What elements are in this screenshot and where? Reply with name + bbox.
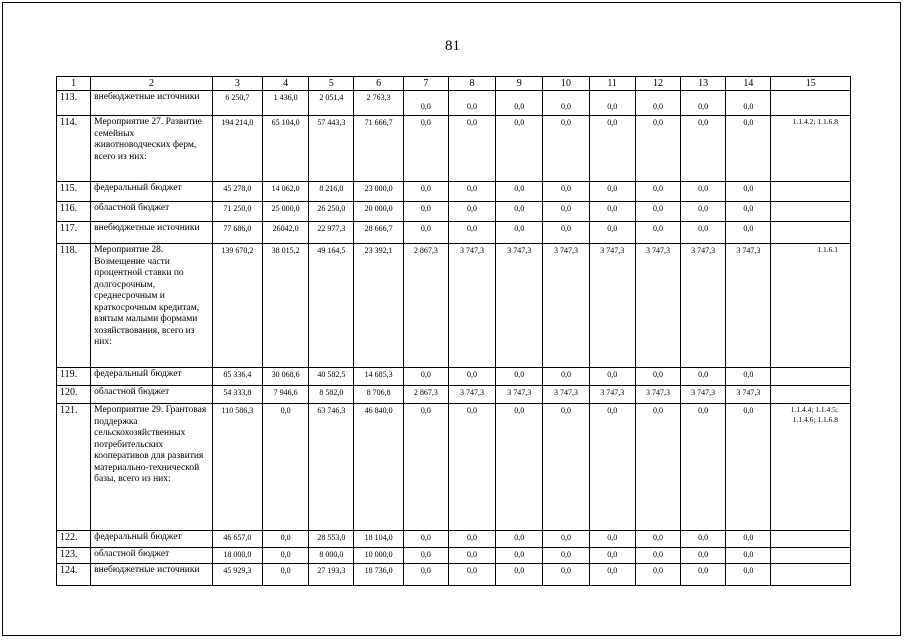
header-cell: 8: [448, 77, 495, 91]
row-name: федеральный бюджет: [91, 531, 213, 548]
value-cell: 23 000,0: [354, 182, 403, 202]
table-row: [57, 368, 851, 386]
row-name: внебюджетные источники: [91, 564, 213, 586]
header-cell: 10: [543, 77, 589, 91]
value-cell: 3 747,3: [681, 244, 726, 368]
value-cell: 14 685,3: [354, 368, 403, 386]
value-cell: 0,0: [263, 548, 309, 564]
row-number: 123.: [57, 548, 91, 564]
value-cell: 77 686,0: [212, 222, 262, 244]
value-cell: 0,0: [589, 531, 635, 548]
value-cell: 28 553,0: [309, 531, 354, 548]
row-name: областной бюджет: [91, 386, 213, 404]
value-cell: 0,0: [635, 91, 680, 116]
header-row: [57, 77, 851, 91]
table-row: [57, 182, 851, 202]
value-cell: 27 193,3: [309, 564, 354, 586]
value-cell: 0,0: [543, 202, 589, 222]
row-number: 118.: [57, 244, 91, 368]
ref-cell: 1.1.4.2; 1.1.6.8: [771, 116, 851, 182]
header-cell: 2: [91, 77, 213, 91]
value-cell: 110 586,3: [212, 404, 262, 531]
value-cell: 25 000,0: [263, 202, 309, 222]
value-cell: 26 250,0: [309, 202, 354, 222]
value-cell: 0,0: [448, 202, 495, 222]
value-cell: 0,0: [496, 202, 543, 222]
value-cell: 0,0: [448, 222, 495, 244]
ref-cell: 1.1.4.4; 1.1.4.5; 1.1.4.6; 1.1.6.8: [771, 404, 851, 531]
value-cell: 0,0: [448, 182, 495, 202]
value-cell: 0,0: [726, 564, 771, 586]
value-cell: 0,0: [403, 548, 448, 564]
value-cell: 54 333,8: [212, 386, 262, 404]
row-number: 113.: [57, 91, 91, 116]
value-cell: 0,0: [681, 404, 726, 531]
value-cell: 63 746,3: [309, 404, 354, 531]
value-cell: 45 929,3: [212, 564, 262, 586]
value-cell: 10 000,0: [354, 548, 403, 564]
value-cell: 0,0: [543, 531, 589, 548]
header-cell: 11: [589, 77, 635, 91]
value-cell: 0,0: [403, 368, 448, 386]
table-row: [57, 564, 851, 586]
value-cell: 0,0: [726, 202, 771, 222]
value-cell: 3 747,3: [589, 244, 635, 368]
ref-cell: [771, 91, 851, 116]
value-cell: 0,0: [635, 202, 680, 222]
row-number: 124.: [57, 564, 91, 586]
row-number: 116.: [57, 202, 91, 222]
value-cell: 0,0: [496, 368, 543, 386]
value-cell: 0,0: [681, 548, 726, 564]
value-cell: 0,0: [403, 202, 448, 222]
ref-cell: [771, 531, 851, 548]
value-cell: 0,0: [448, 116, 495, 182]
value-cell: 8 000,0: [309, 548, 354, 564]
value-cell: 49 164,5: [309, 244, 354, 368]
value-cell: 3 747,3: [448, 386, 495, 404]
value-cell: 0,0: [681, 91, 726, 116]
table-row: [57, 116, 851, 182]
value-cell: 0,0: [681, 222, 726, 244]
table-row: [57, 531, 851, 548]
value-cell: 0,0: [726, 222, 771, 244]
value-cell: 0,0: [263, 564, 309, 586]
header-cell: 15: [771, 77, 851, 91]
value-cell: 0,0: [589, 404, 635, 531]
value-cell: 40 582,5: [309, 368, 354, 386]
header-cell: 3: [212, 77, 262, 91]
value-cell: 18 104,0: [354, 531, 403, 548]
value-cell: 0,0: [589, 182, 635, 202]
table-row: [57, 202, 851, 222]
value-cell: 18 000,0: [212, 548, 262, 564]
value-cell: 3 747,3: [726, 244, 771, 368]
value-cell: 0,0: [726, 531, 771, 548]
ref-cell: [771, 386, 851, 404]
value-cell: 0,0: [496, 116, 543, 182]
value-cell: 20 000,0: [354, 202, 403, 222]
row-number: 120.: [57, 386, 91, 404]
value-cell: 0,0: [726, 182, 771, 202]
value-cell: 0,0: [681, 182, 726, 202]
header-cell: 9: [496, 77, 543, 91]
value-cell: 71 666,7: [354, 116, 403, 182]
value-cell: 0,0: [543, 404, 589, 531]
value-cell: 0,0: [681, 202, 726, 222]
value-cell: 38 015,2: [263, 244, 309, 368]
table-row: [57, 244, 851, 368]
value-cell: 0,0: [681, 531, 726, 548]
value-cell: 0,0: [589, 564, 635, 586]
value-cell: 0,0: [635, 182, 680, 202]
value-cell: 0,0: [726, 548, 771, 564]
value-cell: 0,0: [589, 202, 635, 222]
value-cell: 0,0: [263, 531, 309, 548]
header-cell: 4: [263, 77, 309, 91]
value-cell: 0,0: [543, 182, 589, 202]
value-cell: 6 250,7: [212, 91, 262, 116]
ref-cell: [771, 564, 851, 586]
value-cell: 0,0: [681, 116, 726, 182]
value-cell: 0,0: [403, 116, 448, 182]
value-cell: 8 706,8: [354, 386, 403, 404]
value-cell: 0,0: [403, 564, 448, 586]
header-cell: 13: [681, 77, 726, 91]
value-cell: 0,0: [403, 531, 448, 548]
value-cell: 0,0: [635, 404, 680, 531]
ref-cell: [771, 182, 851, 202]
value-cell: 0,0: [543, 91, 589, 116]
value-cell: 0,0: [726, 91, 771, 116]
value-cell: 45 278,0: [212, 182, 262, 202]
budget-table: [56, 76, 851, 586]
table-row: [57, 404, 851, 531]
header-cell: 5: [309, 77, 354, 91]
value-cell: 0,0: [496, 531, 543, 548]
value-cell: 2 051,4: [309, 91, 354, 116]
table-row: [57, 222, 851, 244]
value-cell: 2 763,3: [354, 91, 403, 116]
value-cell: 0,0: [589, 116, 635, 182]
value-cell: 3 747,3: [681, 386, 726, 404]
value-cell: 8 216,0: [309, 182, 354, 202]
value-cell: 0,0: [589, 222, 635, 244]
value-cell: 0,0: [448, 548, 495, 564]
value-cell: 2 867,3: [403, 244, 448, 368]
value-cell: 0,0: [496, 182, 543, 202]
table-row: [57, 386, 851, 404]
row-name: Мероприятие 27. Развитие семейных животноводческих ферм, всего из них:: [91, 116, 213, 182]
ref-cell: [771, 222, 851, 244]
value-cell: 0,0: [635, 116, 680, 182]
row-number: 114.: [57, 116, 91, 182]
value-cell: 0,0: [496, 222, 543, 244]
value-cell: 0,0: [403, 222, 448, 244]
value-cell: 3 747,3: [496, 386, 543, 404]
value-cell: 18 736,0: [354, 564, 403, 586]
value-cell: 3 747,3: [635, 386, 680, 404]
value-cell: 0,0: [635, 564, 680, 586]
value-cell: 194 214,0: [212, 116, 262, 182]
row-name: Мероприятие 28. Возмещение части процентной ставки по долгосрочным, среднесрочным и краткосрочным кредитам, взятым малыми формами хозяйствования, всего из них:: [91, 244, 213, 368]
value-cell: 0,0: [543, 222, 589, 244]
value-cell: 0,0: [496, 404, 543, 531]
value-cell: 0,0: [681, 564, 726, 586]
ref-cell: [771, 368, 851, 386]
row-number: 115.: [57, 182, 91, 202]
value-cell: 3 747,3: [726, 386, 771, 404]
value-cell: 0,0: [263, 404, 309, 531]
value-cell: 0,0: [403, 404, 448, 531]
value-cell: 0,0: [496, 564, 543, 586]
value-cell: 46 657,0: [212, 531, 262, 548]
row-name: федеральный бюджет: [91, 182, 213, 202]
value-cell: 0,0: [496, 548, 543, 564]
value-cell: 0,0: [448, 91, 495, 116]
value-cell: 0,0: [403, 182, 448, 202]
value-cell: 71 250,0: [212, 202, 262, 222]
table-row: [57, 91, 851, 116]
header-cell: 6: [354, 77, 403, 91]
row-name: областной бюджет: [91, 202, 213, 222]
value-cell: 0,0: [448, 404, 495, 531]
value-cell: 0,0: [543, 116, 589, 182]
row-name: внебюджетные источники: [91, 222, 213, 244]
value-cell: 7 946,6: [263, 386, 309, 404]
row-name: федеральный бюджет: [91, 368, 213, 386]
value-cell: 3 747,3: [543, 244, 589, 368]
value-cell: 26042,0: [263, 222, 309, 244]
value-cell: 85 336,4: [212, 368, 262, 386]
value-cell: 28 666,7: [354, 222, 403, 244]
value-cell: 0,0: [589, 548, 635, 564]
value-cell: 3 747,3: [635, 244, 680, 368]
value-cell: 0,0: [448, 368, 495, 386]
row-number: 122.: [57, 531, 91, 548]
value-cell: 3 747,3: [496, 244, 543, 368]
value-cell: 0,0: [635, 222, 680, 244]
value-cell: 0,0: [543, 548, 589, 564]
row-name: областной бюджет: [91, 548, 213, 564]
value-cell: 2 867,3: [403, 386, 448, 404]
value-cell: 0,0: [448, 564, 495, 586]
header-cell: 12: [635, 77, 680, 91]
header-cell: 1: [57, 77, 91, 91]
value-cell: 23 392,1: [354, 244, 403, 368]
value-cell: 0,0: [403, 91, 448, 116]
value-cell: 0,0: [589, 91, 635, 116]
row-name: Мероприятие 29. Грантовая поддержка сельскохозяйственных потребительских кооперативов для развития материально-технической базы, всего из них:: [91, 404, 213, 531]
value-cell: 22 977,3: [309, 222, 354, 244]
value-cell: 3 747,3: [543, 386, 589, 404]
value-cell: 3 747,3: [448, 244, 495, 368]
row-number: 121.: [57, 404, 91, 531]
row-name: внебюджетные источники: [91, 91, 213, 116]
value-cell: 0,0: [543, 564, 589, 586]
row-number: 119.: [57, 368, 91, 386]
value-cell: 3 747,3: [589, 386, 635, 404]
value-cell: 30 068,6: [263, 368, 309, 386]
value-cell: 0,0: [543, 368, 589, 386]
value-cell: 8 582,0: [309, 386, 354, 404]
value-cell: 0,0: [726, 116, 771, 182]
value-cell: 0,0: [726, 404, 771, 531]
value-cell: 0,0: [726, 368, 771, 386]
ref-cell: 1.1.6.1: [771, 244, 851, 368]
value-cell: 57 443,3: [309, 116, 354, 182]
header-cell: 14: [726, 77, 771, 91]
value-cell: 0,0: [448, 531, 495, 548]
ref-cell: [771, 202, 851, 222]
value-cell: 65 104,0: [263, 116, 309, 182]
value-cell: 14 062,0: [263, 182, 309, 202]
ref-cell: [771, 548, 851, 564]
value-cell: 46 840,0: [354, 404, 403, 531]
value-cell: 139 670,2: [212, 244, 262, 368]
value-cell: 1 436,0: [263, 91, 309, 116]
table-row: [57, 548, 851, 564]
value-cell: 0,0: [635, 368, 680, 386]
value-cell: 0,0: [635, 531, 680, 548]
header-cell: 7: [403, 77, 448, 91]
row-number: 117.: [57, 222, 91, 244]
value-cell: 0,0: [589, 368, 635, 386]
page-number: 81: [445, 38, 460, 54]
value-cell: 0,0: [635, 548, 680, 564]
value-cell: 0,0: [496, 91, 543, 116]
value-cell: 0,0: [681, 368, 726, 386]
